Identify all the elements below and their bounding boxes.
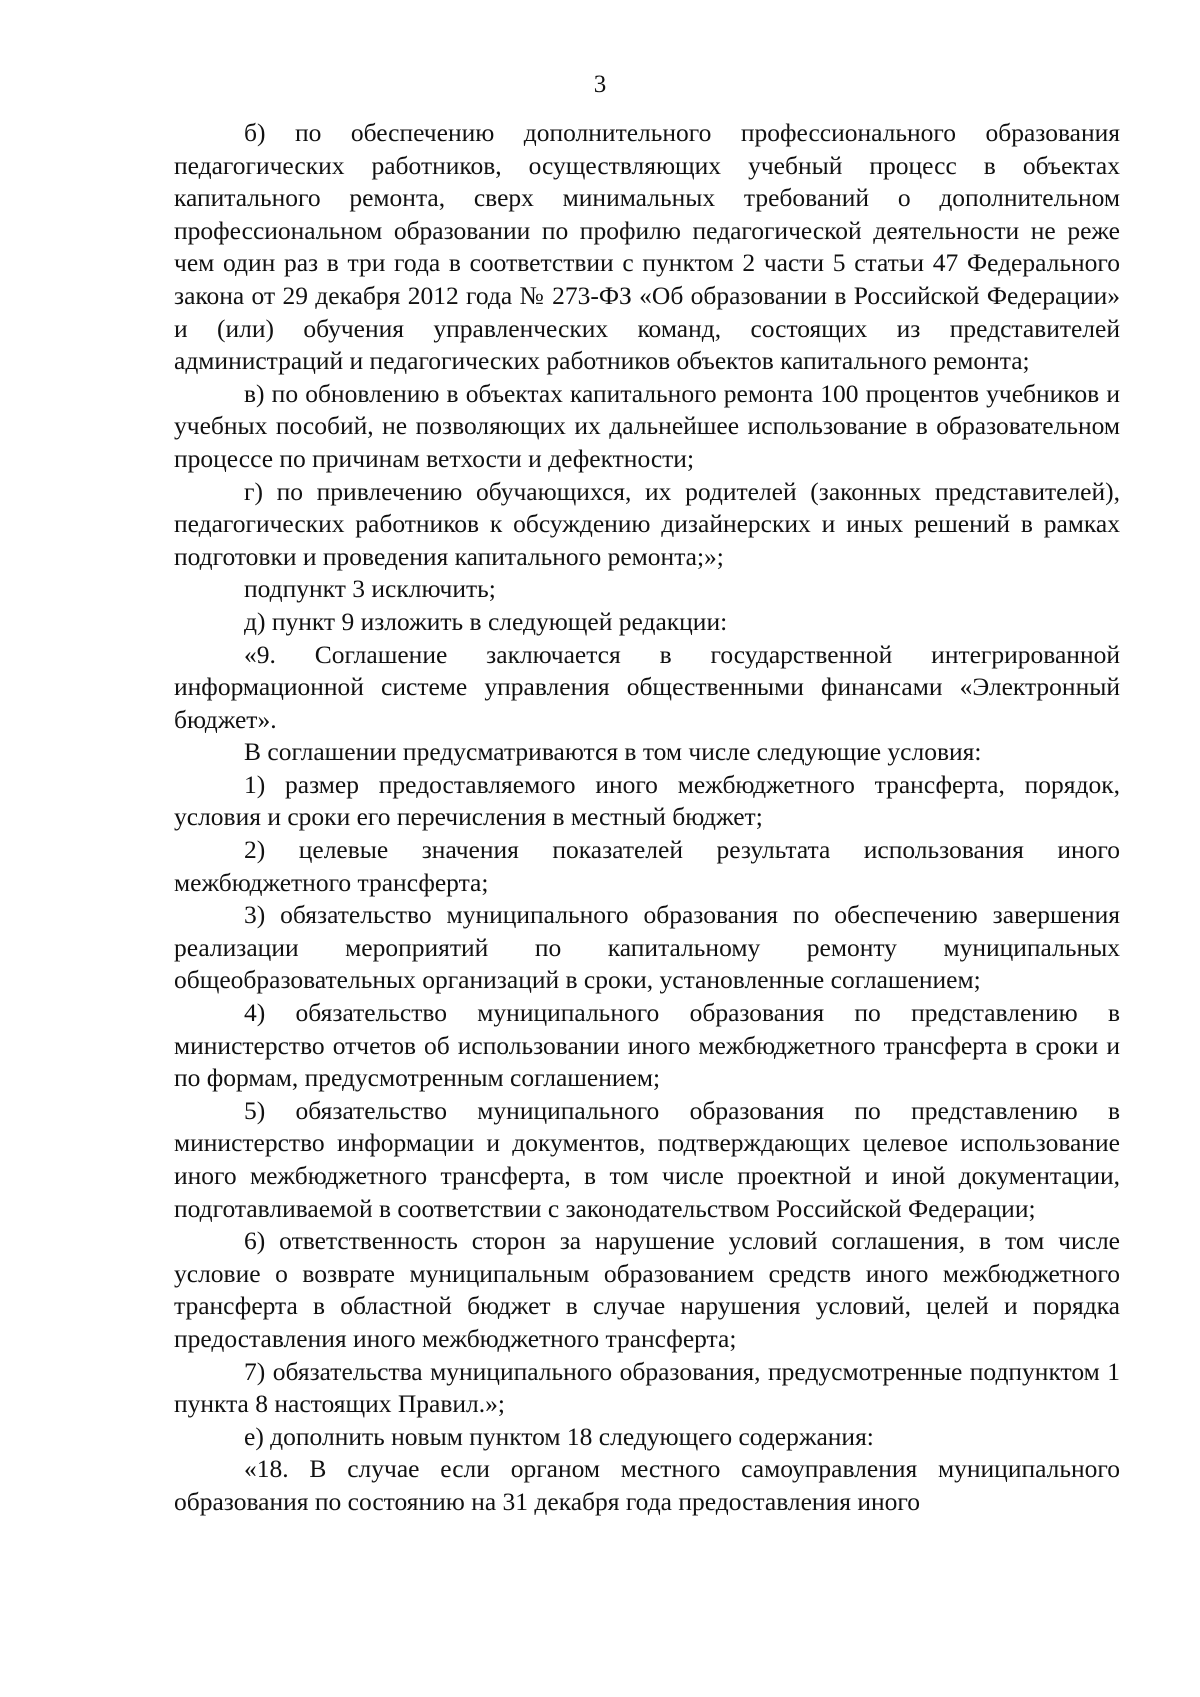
paragraph-condition-4: 4) обязательство муниципального образования по представлению в министерство отчетов об использовании иного межбюджетного трансферта в сроки и по формам, предусмотренным соглашением; bbox=[174, 998, 1120, 1093]
paragraph-subpoint-3: подпункт 3 исключить; bbox=[244, 574, 496, 604]
paragraph-condition-5: 5) обязательство муниципального образования по представлению в министерство информации и документов, подтверждающих целевое использование иного межбюджетного трансферта, в том числе проектной и иной документации, подготавливаемой в соответствии с законодательством Российской Федерации; bbox=[174, 1095, 1120, 1223]
page-number: 3 bbox=[593, 71, 607, 98]
paragraph-condition-6: 6) ответственность сторон за нарушение условий соглашения, в том числе условие о возврате муниципальным образованием средств иного межбюджетного трансферта в областной бюджет в случае нарушения условий, целей и порядка предоставления иного межбюджетного трансферта; bbox=[174, 1226, 1120, 1353]
paragraph-conditions-intro: В соглашении предусматриваются в том числе следующие условия: bbox=[244, 737, 982, 767]
paragraph-condition-2: 2) целевые значения показателей результата использования иного межбюджетного трансферта; bbox=[174, 835, 1120, 897]
paragraph-point-18: «18. В случае если органом местного самоуправления муниципального образования по состоянию на 31 декабря года предоставления иного bbox=[174, 1454, 1120, 1516]
paragraph-v: в) по обновлению в объектах капитального ремонта 100 процентов учебников и учебных пособий, не позволяющих их дальнейшее использование в образовательном процессе по причинам ветхости и дефектности; bbox=[174, 378, 1120, 473]
paragraph-point-9: «9. Соглашение заключается в государственной интегрированной информационной системе управления общественными финансами «Электронный бюджет». bbox=[174, 639, 1120, 734]
document-body bbox=[174, 117, 1120, 1519]
paragraph-d: д) пункт 9 изложить в следующей редакции: bbox=[244, 606, 728, 636]
paragraph-e: е) дополнить новым пунктом 18 следующего содержания: bbox=[244, 1421, 874, 1451]
paragraph-g: г) по привлечению обучающихся, их родителей (законных представителей), педагогических работников к обсуждению дизайнерских и иных решений в рамках подготовки и проведения капитального ремонта;»; bbox=[174, 476, 1120, 571]
paragraph-condition-7: 7) обязательства муниципального образования, предусмотренные подпунктом 1 пункта 8 настоящих Правил.»; bbox=[174, 1356, 1120, 1419]
paragraph-condition-3: 3) обязательство муниципального образования по обеспечению завершения реализации мероприятий по капитальному ремонту муниципальных общеобразовательных организаций в сроки, установленные соглашением; bbox=[174, 900, 1120, 995]
paragraph-condition-1: 1) размер предоставляемого иного межбюджетного трансферта, порядок, условия и сроки его перечисления в местный бюджет; bbox=[174, 769, 1120, 832]
paragraph-b: б) по обеспечению дополнительного профессионального образования педагогических работников, осуществляющих учебный процесс в объектах капитального ремонта, сверх минимальных требований о дополнительном профессиональном образовании по профилю педагогической деятельности не реже чем один раз в три года в соответствии с пунктом 2 части 5 статьи 47 Федерального закона от 29 декабря 2012 года № 273-ФЗ «Об образовании в Российской Федерации» и (или) обучения управленческих команд, состоящих из представителей администраций и педагогических работников объектов капитального ремонта; bbox=[174, 118, 1120, 376]
